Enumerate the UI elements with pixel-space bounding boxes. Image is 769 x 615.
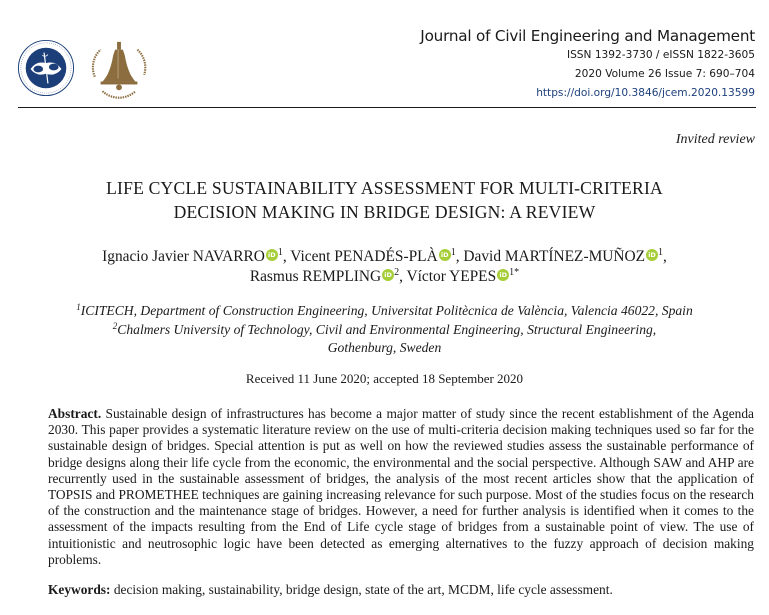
university-seal-logo [17, 39, 75, 97]
author-affiliation-mark: 1 [658, 247, 664, 258]
author-name: Víctor YEPES [406, 268, 497, 285]
issn: ISSN 1392-3730 / eISSN 1822-3605 [566, 49, 755, 61]
author-separator: , [399, 268, 407, 285]
article-title [0, 176, 769, 224]
keywords-label: Keywords: [48, 582, 111, 597]
affiliation-text: ICITECH, Department of Construction Engineering, Universitat Politècnica de València, Valencia 46022, Spain [80, 303, 693, 318]
author-list [0, 247, 769, 287]
journal-name: Journal of Civil Engineering and Management [420, 27, 755, 45]
abstract [48, 406, 754, 568]
orcid-icon[interactable]: iD [646, 249, 658, 261]
author-name: Vicent PENADÉS-PLÀ [290, 248, 438, 265]
author-separator: , [663, 248, 667, 265]
keywords-text: decision making, sustainability, bridge design, state of the art, MCDM, life cycle assessment. [113, 582, 613, 597]
received-accepted-dates: Received 11 June 2020; accepted 18 September 2020 [245, 371, 524, 386]
orcid-icon[interactable]: iD [382, 269, 394, 281]
header-rule [18, 107, 756, 108]
affiliation [0, 321, 769, 340]
author-line [0, 247, 769, 267]
author-name: Rasmus REMPLING [249, 268, 382, 285]
author-line [0, 267, 769, 287]
author-name: David MARTÍNEZ-MUÑOZ [463, 248, 646, 265]
author-affiliation-mark: 2 [394, 267, 400, 278]
author-affiliation-mark: 1 [277, 247, 283, 258]
article-type: Invited review [675, 132, 755, 147]
journal-info [420, 26, 755, 103]
volume-issue-pages: 2020 Volume 26 Issue 7: 690–704 [574, 68, 755, 80]
orcid-icon[interactable]: iD [266, 249, 278, 261]
author-separator: , [455, 248, 464, 265]
abstract-label: Abstract. [48, 406, 102, 421]
orcid-icon[interactable]: iD [497, 269, 509, 281]
doi-link[interactable]: https://doi.org/10.3846/jcem.2020.13599 [536, 87, 755, 99]
keywords [48, 582, 754, 598]
author-affiliation-mark: 1* [509, 267, 520, 278]
publisher-logos [17, 33, 149, 103]
author-separator: , [282, 248, 291, 265]
affiliation-number: 2 [112, 320, 118, 331]
affiliations [0, 302, 769, 358]
author-name: Ignacio Javier NAVARRO [102, 248, 265, 265]
affiliation [0, 302, 769, 321]
affiliation-text: Gothenburg, Sweden [327, 340, 442, 355]
affiliation-continued [0, 339, 769, 358]
academia-scientiarum-lithuaniae-logo [89, 37, 149, 99]
affiliation-number: 1 [76, 302, 81, 312]
orcid-icon[interactable]: iD [439, 249, 451, 261]
title-line: LIFE CYCLE SUSTAINABILITY ASSESSMENT FOR MULTI-CRITERIA [106, 178, 663, 198]
author-affiliation-mark: 1 [450, 247, 456, 258]
abstract-text: Sustainable design of infrastructures has become a major matter of study since the recent establishment of the Agenda 2030. This paper provides a systematic literature review on the use of multi-criteria decision making techniques used so far for the sustainable design of bridges. Special attention is put as well on how the reviewed studies assess the sustainable performance of bridge designs along their life cycle from the economic, the environmental and the social perspective. Although SAW and AHP are recurrently used in the sustainable assessment of bridges, the analysis of the most recent articles show that the application of TOPSIS and PROMETHEE techniques are gaining increasing relevance for such purpose. Most of the studies focus on the research of the construction and the maintenance stage of bridges. However, a need for further analysis is identified when it comes to the assessment of the impacts resulting from the End of Life cycle stage of bridges from a sustainable point of view. The use of intuitionistic and neutrosophic logic have been detected as emerging alternatives to the fuzzy approach of decision making problems. [48, 406, 755, 567]
affiliation-text: Chalmers University of Technology, Civil and Environmental Engineering, Structural Engineering, [117, 321, 657, 337]
title-line: DECISION MAKING IN BRIDGE DESIGN: A REVIEW [173, 202, 596, 222]
